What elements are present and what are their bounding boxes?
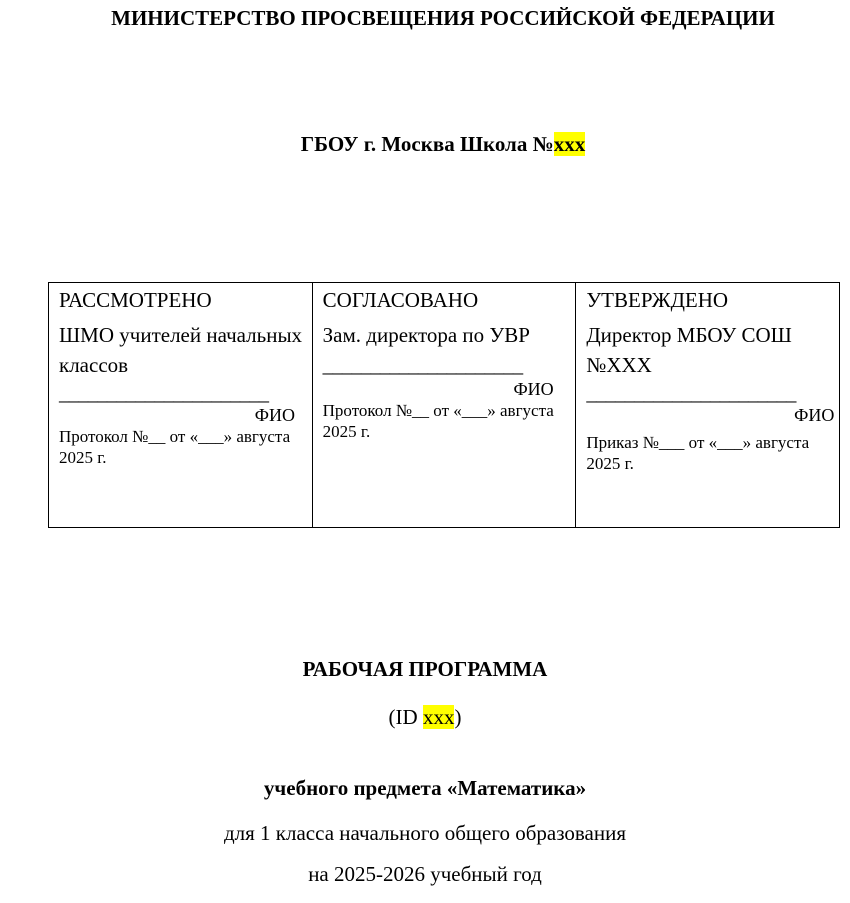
approval-role: Зам. директора по УВР [322,323,530,347]
signature-label: ФИО [513,379,554,399]
approval-role: ШМО учителей начальных классов [59,323,303,377]
program-subject: учебного предмета «Математика» [263,776,587,800]
program-id [0,705,850,730]
signature-line: _____________________ [322,353,523,377]
school-prefix: ГБОУ г. Москва Школа № [300,132,554,156]
approval-cell-agreed [312,283,576,528]
signature-line: ______________________ [586,381,796,405]
approval-document: Протокол №__ от «___» августа 2025 г. [322,401,554,441]
approval-heading: СОГЛАСОВАНО [322,288,479,312]
approval-heading: УТВЕРЖДЕНО [586,288,729,312]
approval-document: Протокол №__ от «___» августа 2025 г. [59,427,291,467]
approval-cell-reviewed [49,283,313,528]
signature-label: ФИО [254,405,295,425]
approval-document: Приказ №___ от «___» августа 2025 г. [586,433,810,473]
program-id-prefix: (ID [388,705,423,729]
school-number-highlight: xxx [553,132,586,156]
school-name [18,132,850,157]
program-id-suffix: ) [454,705,462,729]
approval-table [48,282,840,528]
signature-line: ______________________ [59,381,268,405]
program-id-highlight: xxx [422,705,455,729]
program-title: РАБОЧАЯ ПРОГРАММА [302,657,548,681]
ministry-title: МИНИСТЕРСТВО ПРОСВЕЩЕНИЯ РОССИЙСКОЙ ФЕДЕРАЦИИ [111,6,775,30]
program-grade: для 1 класса начального общего образования [223,821,626,845]
approval-cell-approved [576,283,840,528]
approval-role: Директор МБОУ СОШ №ХХХ [586,323,792,377]
signature-label: ФИО [794,405,835,425]
program-year: на 2025-2026 учебный год [308,862,542,886]
approval-heading: РАССМОТРЕНО [59,288,212,312]
